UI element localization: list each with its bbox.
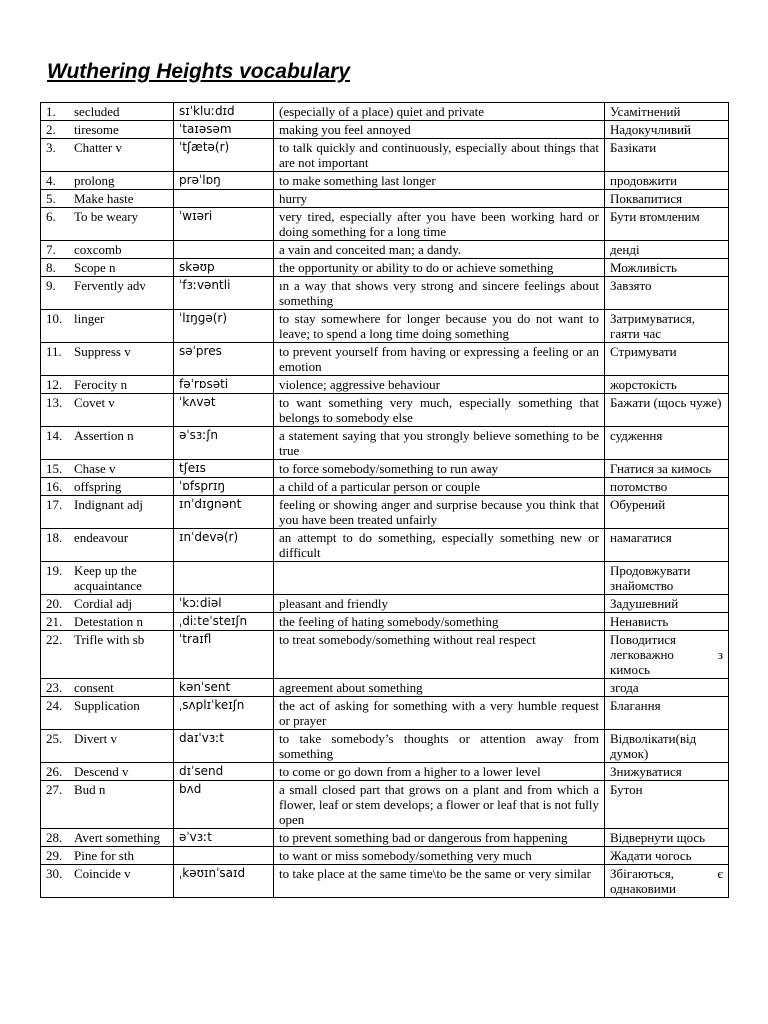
translation: Жадати чогось [605,847,729,865]
definition: a statement saying that you strongly believe something to be true [274,427,605,460]
vocabulary-word: Scope n [74,260,116,275]
translation: Знижуватися [605,763,729,781]
table-row [41,208,729,241]
vocabulary-table [40,102,729,898]
ipa-transcription [174,847,274,865]
table-row [41,427,729,460]
word-cell [41,478,174,496]
vocabulary-word: To be weary [74,209,139,224]
table-row [41,631,729,679]
word-cell [41,277,174,310]
translation: Відвернути щось [605,829,729,847]
definition: very tired, especially after you have been working hard or doing something for a long time [274,208,605,241]
translation: Обурений [605,496,729,529]
row-number: 15. [46,461,63,476]
row-number: 11. [46,344,62,359]
vocabulary-word: linger [74,311,105,326]
row-number: 27. [46,782,63,797]
translation: Продовжувати знайомство [605,562,729,595]
definition: making you feel annoyed [274,121,605,139]
ipa-transcription: ˈtraɪfl [174,631,274,679]
table-row [41,697,729,730]
ipa-transcription: skəʊp [174,259,274,277]
vocabulary-word: endeavour [74,530,129,545]
translation: Задушевний [605,595,729,613]
vocabulary-word: offspring [74,479,122,494]
translation: Затримуватися, гаяти час [605,310,729,343]
translation: судження [605,427,729,460]
vocabulary-word: Pine for sth [74,848,134,863]
word-cell [41,208,174,241]
row-number: 25. [46,731,63,746]
word-cell [41,343,174,376]
definition: a child of a particular person or couple [274,478,605,496]
table-row [41,172,729,190]
translation: потомство [605,478,729,496]
ipa-transcription: ˈlɪŋɡə(r) [174,310,274,343]
translation: денді [605,241,729,259]
translation: Поводитися легковажно з кимось [605,631,729,679]
definition: a small closed part that grows on a plant and from which a flower, leaf or stem develops; a flower or leaf that is not fully open [274,781,605,829]
vocabulary-word: Chase v [74,461,116,476]
row-number: 17. [46,497,63,512]
table-row [41,259,729,277]
definition: to take somebody’s thoughts or attention away from something [274,730,605,763]
table-row [41,865,729,898]
translation: Ненависть [605,613,729,631]
definition: violence; aggressive behaviour [274,376,605,394]
row-number: 5. [46,191,56,206]
translation: Бажати (щось чуже) [605,394,729,427]
translation: Гнатися за кимось [605,460,729,478]
vocabulary-word: Bud n [74,782,106,797]
row-number: 28. [46,830,63,845]
ipa-transcription: ˈtʃætə(r) [174,139,274,172]
word-cell [41,376,174,394]
definition: an attempt to do something, especially something new or difficult [274,529,605,562]
ipa-transcription [174,241,274,259]
definition: to want or miss somebody/something very much [274,847,605,865]
word-cell [41,781,174,829]
ipa-transcription: ˈwɪəri [174,208,274,241]
translation: Бути втомленим [605,208,729,241]
row-number: 7. [46,242,56,257]
table-row [41,139,729,172]
word-cell [41,595,174,613]
row-number: 20. [46,596,63,611]
row-number: 26. [46,764,63,779]
word-cell [41,847,174,865]
table-row [41,478,729,496]
vocabulary-word: consent [74,680,114,695]
ipa-transcription: ˌdiːteˈsteɪʃn [174,613,274,631]
table-row [41,460,729,478]
row-number: 14. [46,428,63,443]
table-row [41,829,729,847]
table-row [41,121,729,139]
vocabulary-word: secluded [74,104,120,119]
translation: жорстокість [605,376,729,394]
word-cell [41,139,174,172]
vocabulary-word: Keep up the acquaintance [74,563,142,593]
ipa-transcription: daɪˈvɜːt [174,730,274,763]
table-row [41,190,729,208]
definition: to treat somebody/something without real respect [274,631,605,679]
table-row [41,562,729,595]
definition: to want something very much, especially something that belongs to somebody else [274,394,605,427]
translation: Завзято [605,277,729,310]
vocabulary-word: Make haste [74,191,134,206]
vocabulary-word: Divert v [74,731,117,746]
translation: Бутон [605,781,729,829]
word-cell [41,259,174,277]
translation: Можливість [605,259,729,277]
row-number: 22. [46,632,63,647]
definition: to stay somewhere for longer because you do not want to leave; to spend a long time doing something [274,310,605,343]
definition: to make something last longer [274,172,605,190]
ipa-transcription: səˈpres [174,343,274,376]
vocabulary-word: prolong [74,173,115,188]
table-row [41,343,729,376]
row-number: 24. [46,698,63,713]
word-cell [41,631,174,679]
table-row [41,781,729,829]
ipa-transcription: dɪˈsend [174,763,274,781]
definition: feeling or showing anger and surprise because you think that you have been treated unfairly [274,496,605,529]
ipa-transcription: ɪnˈdɪɡnənt [174,496,274,529]
translation: Базікати [605,139,729,172]
definition: to come or go down from a higher to a lower level [274,763,605,781]
table-row [41,394,729,427]
table-row [41,529,729,562]
ipa-transcription: ˈkɔːdiəl [174,595,274,613]
word-cell [41,763,174,781]
vocabulary-word: Cordial adj [74,596,133,611]
row-number: 30. [46,866,63,881]
definition: a vain and conceited man; a dandy. [274,241,605,259]
table-row [41,847,729,865]
table-row [41,277,729,310]
definition: (especially of a place) quiet and private [274,103,605,121]
word-cell [41,496,174,529]
word-cell [41,679,174,697]
definition: to prevent something bad or dangerous from happening [274,829,605,847]
row-number: 2. [46,122,56,137]
row-number: 16. [46,479,63,494]
row-number: 13. [46,395,63,410]
word-cell [41,310,174,343]
word-cell [41,865,174,898]
vocabulary-word: Suppress v [74,344,131,359]
vocabulary-word: Descend v [74,764,129,779]
table-row [41,613,729,631]
row-number: 21. [46,614,63,629]
row-number: 6. [46,209,56,224]
word-cell [41,190,174,208]
row-number: 8. [46,260,56,275]
ipa-transcription: tʃeɪs [174,460,274,478]
definition: agreement about something [274,679,605,697]
definition: the opportunity or ability to do or achieve something [274,259,605,277]
ipa-transcription [174,562,274,595]
ipa-transcription: ˈɒfsprɪŋ [174,478,274,496]
word-cell [41,529,174,562]
row-number: 18. [46,530,63,545]
word-cell [41,103,174,121]
word-cell [41,697,174,730]
translation: продовжити [605,172,729,190]
vocabulary-word: tiresome [74,122,119,137]
definition: to take place at the same time\to be the same or very similar [274,865,605,898]
row-number: 29. [46,848,63,863]
vocabulary-word: Indignant adj [74,497,143,512]
ipa-transcription: ˈkʌvət [174,394,274,427]
table-row [41,679,729,697]
vocabulary-word: Avert something [74,830,161,845]
translation: Надокучливий [605,121,729,139]
ipa-transcription: ɪnˈdevə(r) [174,529,274,562]
definition: pleasant and friendly [274,595,605,613]
table-row [41,103,729,121]
word-cell [41,460,174,478]
vocabulary-word: Chatter v [74,140,123,155]
ipa-transcription: sɪˈkluːdɪd [174,103,274,121]
ipa-transcription: prəˈlɒŋ [174,172,274,190]
definition: hurry [274,190,605,208]
vocabulary-word: Trifle with sb [74,632,145,647]
table-row [41,496,729,529]
ipa-transcription: ˌsʌplɪˈkeɪʃn [174,697,274,730]
definition: ın a way that shows very strong and sincere feelings about something [274,277,605,310]
vocabulary-word: Covet v [74,395,115,410]
word-cell [41,394,174,427]
definition [274,562,605,595]
vocabulary-word: Coincide v [74,866,131,881]
table-row [41,595,729,613]
translation: Відволікати(від думок) [605,730,729,763]
translation: Благання [605,697,729,730]
ipa-transcription [174,190,274,208]
word-cell [41,121,174,139]
vocabulary-table-body [41,103,729,898]
row-number: 10. [46,311,63,326]
row-number: 12. [46,377,63,392]
ipa-transcription: ˌkəʊɪnˈsaɪd [174,865,274,898]
translation: Усамітнений [605,103,729,121]
translation: згода [605,679,729,697]
word-cell [41,829,174,847]
word-cell [41,427,174,460]
table-row [41,763,729,781]
row-number: 23. [46,680,63,695]
row-number: 4. [46,173,56,188]
row-number: 9. [46,278,56,293]
definition: to force somebody/something to run away [274,460,605,478]
table-row [41,310,729,343]
row-number: 19. [46,563,63,578]
word-cell [41,613,174,631]
vocabulary-word: Assertion n [74,428,134,443]
page-title: Wuthering Heights vocabulary [47,60,350,83]
word-cell [41,562,174,595]
row-number: 1. [46,104,56,119]
vocabulary-word: Supplication [74,698,140,713]
word-cell [41,172,174,190]
translation: Збігаються, є однаковими [605,865,729,898]
translation: намагатися [605,529,729,562]
word-cell [41,241,174,259]
translation: Стримувати [605,343,729,376]
ipa-transcription: əˈvɜːt [174,829,274,847]
ipa-transcription: kənˈsent [174,679,274,697]
vocabulary-word: Detestation n [74,614,143,629]
definition: to prevent yourself from having or expressing a feeling or an emotion [274,343,605,376]
ipa-transcription: ˈtaɪəsəm [174,121,274,139]
vocabulary-word: Ferocity n [74,377,128,392]
definition: the feeling of hating somebody/something [274,613,605,631]
ipa-transcription: əˈsɜːʃn [174,427,274,460]
vocabulary-word: Fervently adv [74,278,146,293]
table-row [41,376,729,394]
table-row [41,730,729,763]
definition: to talk quickly and continuously, especially about things that are not important [274,139,605,172]
vocabulary-word: coxcomb [74,242,122,257]
translation: Поквапитися [605,190,729,208]
ipa-transcription: fəˈrɒsəti [174,376,274,394]
word-cell [41,730,174,763]
table-row [41,241,729,259]
definition: the act of asking for something with a very humble request or prayer [274,697,605,730]
row-number: 3. [46,140,56,155]
ipa-transcription: bʌd [174,781,274,829]
ipa-transcription: ˈfɜːvəntli [174,277,274,310]
